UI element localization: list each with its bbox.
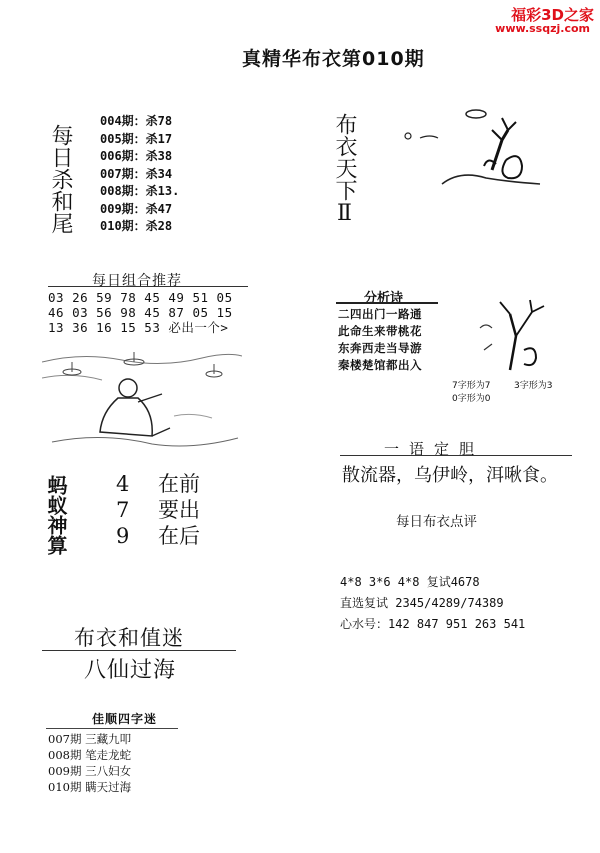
list-item <box>116 497 200 523</box>
divider <box>48 286 248 287</box>
landscape-sketch <box>390 100 570 210</box>
list-item: 009期：杀47 <box>100 201 173 216</box>
list-item: 二四出门一路通 <box>338 307 422 321</box>
list-item: 010期：杀28 <box>100 219 173 233</box>
branch-sketch <box>470 292 560 374</box>
ant-title: 蚂蚁神算 <box>44 475 68 555</box>
site-brand: 福彩3D之家 <box>511 6 594 24</box>
list-item: 010期 瞒天过海 <box>48 780 132 794</box>
list-item: 心水号：142 847 951 263 541 <box>340 617 526 631</box>
fisherman-sketch <box>42 332 242 450</box>
list-item <box>116 523 200 549</box>
list-item: 13 36 16 15 53 必出一个> <box>48 320 229 335</box>
combo-title: 每日组合推荐 <box>92 273 182 289</box>
list-item: 秦楼楚馆都出入 <box>338 358 422 372</box>
ant-text: 在后 <box>158 524 200 548</box>
list-item: 007期：杀34 <box>100 166 173 181</box>
riddle-title: 布衣和值迷 <box>74 626 184 650</box>
list-item: 008期 笔走龙蛇 <box>48 748 132 762</box>
list-item: 03 26 59 78 45 49 51 05 <box>48 290 233 305</box>
daily-review-title: 每日布衣点评 <box>396 514 477 530</box>
buyi-title: 布衣天下Ⅱ <box>332 113 357 226</box>
divider <box>46 728 178 729</box>
ant-text: 在前 <box>158 472 200 496</box>
list-item: 直选复试 2345/4289/74389 <box>340 596 504 610</box>
list-item: 009期 三八妇女 <box>48 764 132 778</box>
list-item: 007期 三藏九叩 <box>48 732 132 746</box>
ant-text: 要出 <box>158 498 200 522</box>
daily-review-rows <box>340 572 525 635</box>
list-item: 008期：杀13. <box>100 184 180 198</box>
list-item: 46 03 56 98 45 87 05 15 <box>48 305 233 320</box>
combo-rows <box>48 290 233 335</box>
kill-tail-title: 每日杀和尾 <box>48 124 73 234</box>
poem-title: 分析诗 <box>364 291 404 306</box>
ant-number: 7 <box>116 498 130 522</box>
motto-title: 一语定胆 <box>384 440 485 458</box>
motto-text: 散流器，乌伊岭，洱啾食。 <box>342 465 558 486</box>
ant-number: 4 <box>116 472 130 496</box>
list-item: 4*8 3*6 4*8 复试4678 <box>340 575 480 589</box>
shape-note: 3字形为3 <box>514 381 553 391</box>
page-title: 真精华布衣第010期 <box>242 48 425 70</box>
divider <box>42 650 236 651</box>
list-item: 东奔西走当导游 <box>338 341 422 355</box>
shape-note: 7字形为7 <box>452 381 491 391</box>
site-url[interactable]: www.ssqzj.com <box>495 22 590 35</box>
list-item: 此命生来带桃花 <box>338 324 422 338</box>
four-char-rows <box>48 731 131 795</box>
divider <box>340 455 572 456</box>
list-item: 006期：杀38 <box>100 149 173 163</box>
ant-number: 9 <box>116 524 130 548</box>
kill-tail-list <box>100 113 179 236</box>
four-char-title: 佳顺四字迷 <box>92 712 158 726</box>
divider <box>336 302 438 304</box>
poem-lines <box>338 306 422 374</box>
shape-note: 0字形为0 <box>452 394 491 404</box>
ant-rows <box>116 471 200 549</box>
list-item <box>116 471 200 497</box>
list-item: 005期：杀17 <box>100 131 173 146</box>
list-item: 004期：杀78 <box>100 114 173 128</box>
riddle-answer: 八仙过海 <box>84 658 177 683</box>
